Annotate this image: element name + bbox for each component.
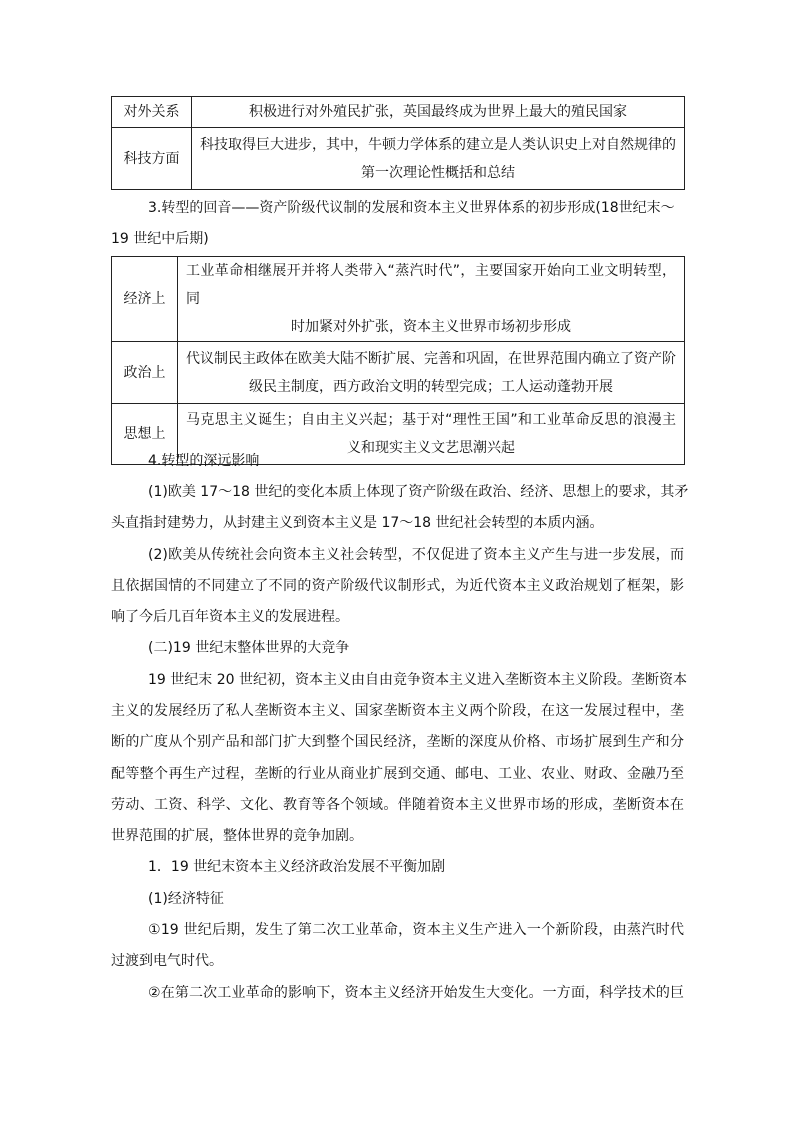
paragraph-line: 断的广度从个别产品和部门扩大到整个国民经济，垄断的深度从价格、市场扩展到生产和分	[111, 734, 684, 750]
section-3-heading-line1: 3.转型的回音——资产阶级代议制的发展和资本主义世界体系的初步形成(18世纪末～	[148, 200, 675, 216]
paragraph-line: ②在第二次工业革命的影响下，资本主义经济开始发生大变化。一方面，科学技术的巨	[148, 985, 684, 1001]
paragraph-line: 劳动、工资、科学、文化、教育等各个领域。伴随着资本主义世界市场的形成，垄断资本在	[111, 797, 684, 813]
paragraph-line: ①19 世纪后期，发生了第二次工业革命，资本主义生产进入一个新阶段，由蒸汽时代	[148, 922, 684, 938]
row-content-politics	[178, 342, 685, 404]
table-transition-echo	[111, 256, 685, 465]
row-label-politics: 政治上	[112, 342, 178, 404]
row-content-science-technology	[192, 128, 685, 190]
subheading-economic-features: (1)经济特征	[148, 891, 224, 907]
paragraph-line: 19 世纪末 20 世纪初，资本主义由自由竞争资本主义进入垄断资本主义阶段。垄断资本	[148, 672, 687, 688]
paragraph-line: 世界范围的扩展，整体世界的竞争加剧。	[111, 828, 363, 844]
cell-line: 级民主制度，西方政治文明的转型完成；工人运动蓬勃开展	[249, 378, 613, 395]
row-content-foreign-relations	[192, 97, 685, 128]
cell-line: 时加紧对外扩张，资本主义世界市场初步形成	[291, 319, 571, 335]
cell-line: 义和现实主义文艺思潮兴起	[347, 440, 515, 456]
section-3-heading-line2: 19 世纪中后期)	[111, 231, 209, 247]
cell-line: 代议制民主政体在欧美大陆不断扩展、完善和巩固，在世界范围内确立了资产阶	[186, 350, 676, 367]
table-row	[112, 128, 685, 190]
cell-line: 第一次理论性概括和总结	[361, 164, 515, 181]
paragraph-line: (2)欧美从传统社会向资本主义社会转型，不仅促进了资本主义产生与进一步发展，而	[148, 547, 684, 563]
table-row	[112, 342, 685, 404]
section-3-heading-cont	[111, 229, 209, 249]
cell-line: 科技取得巨大进步，其中，牛顿力学体系的建立是人类认识史上对自然规律的	[200, 136, 676, 153]
table-row	[112, 97, 685, 128]
cell-line: 积极进行对外殖民扩张，英国最终成为世界上最大的殖民国家	[249, 104, 627, 120]
cell-line: 工业革命相继展开并将人类带入“蒸汽时代”，主要国家开始向工业文明转型，同	[186, 263, 676, 307]
subheading-deep-impact: 4.转型的深远影响	[148, 453, 260, 469]
paragraph-line: 过渡到电气时代。	[111, 953, 223, 969]
section-heading-great-competition: (二)19 世纪末整体世界的大竞争	[148, 640, 350, 656]
paragraph-line: 主义的发展经历了私人垄断资本主义、国家垄断资本主义两个阶段，在这一发展过程中，垄	[111, 703, 684, 719]
paragraph-line: 配等整个再生产过程，垄断的行业从商业扩展到交通、邮电、工业、农业、财政、金融乃至	[111, 766, 684, 782]
cell-line: 马克思主义诞生；自由主义兴起；基于对“理性王国”和工业革命反思的浪漫主	[186, 412, 676, 428]
table-europe-transition-part1	[111, 96, 685, 190]
table-row	[112, 257, 685, 342]
paragraph-line: 且依据国情的不同建立了不同的资产阶级代议制形式，为近代资本主义政治规划了框架，影	[111, 578, 684, 594]
row-content-economy	[178, 257, 685, 342]
section-3-heading	[148, 198, 684, 218]
subheading-uneven-development: 1．19 世纪末资本主义经济政治发展不平衡加剧	[148, 859, 446, 875]
row-label-science-technology: 科技方面	[112, 128, 192, 190]
paragraph-line: (1)欧美 17～18 世纪的变化本质上体现了资产阶级在政治、经济、思想上的要求，其矛	[148, 484, 689, 500]
row-label-economy: 经济上	[112, 257, 178, 342]
row-label-thought: 思想上	[112, 404, 178, 465]
row-label-foreign-relations: 对外关系	[112, 97, 192, 128]
paragraph-line: 头直指封建势力，从封建主义到资本主义是 17～18 世纪社会转型的本质内涵。	[111, 515, 604, 531]
paragraph-line: 响了今后几百年资本主义的发展进程。	[111, 609, 349, 625]
